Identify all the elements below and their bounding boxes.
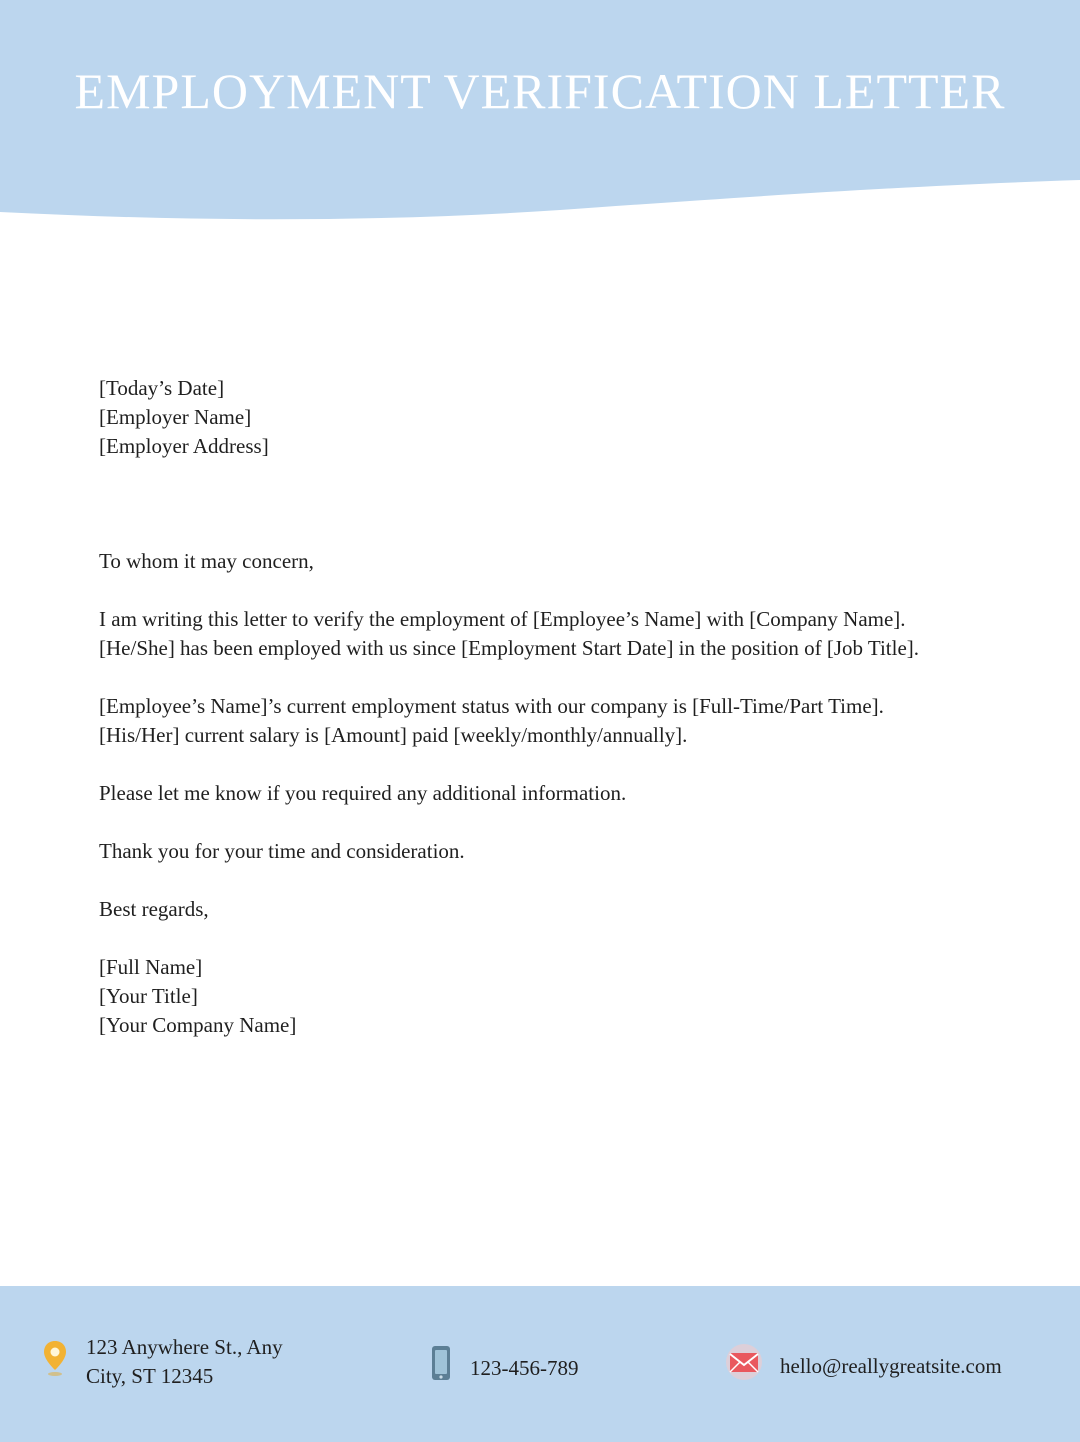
contact-email — [724, 1342, 1002, 1390]
address-line-1: 123 Anywhere St., Any — [86, 1335, 283, 1359]
contact-footer — [0, 1286, 1080, 1442]
letter-body — [99, 374, 999, 1040]
employer-address-field: [Employer Address] — [99, 434, 269, 458]
paragraph-thanks: Thank you for your time and consideration. — [99, 839, 465, 863]
paragraph-line: [He/She] has been employed with us since [Employment Start Date] in the position of [Job Title]. — [99, 636, 920, 660]
paragraph-status — [99, 692, 999, 750]
contact-address — [40, 1333, 283, 1391]
contact-phone — [428, 1344, 579, 1392]
paragraph-verification — [99, 605, 999, 663]
recipient-block — [99, 374, 999, 461]
paragraph-line: [His/Her] current salary is [Amount] paid [weekly/monthly/annually]. — [99, 723, 688, 747]
signer-full-name: [Full Name] — [99, 955, 203, 979]
envelope-icon — [724, 1342, 764, 1390]
date-field: [Today’s Date] — [99, 376, 225, 400]
closing: Best regards, — [99, 897, 209, 921]
employer-name-field: [Employer Name] — [99, 405, 252, 429]
letter-title: EMPLOYMENT VERIFICATION LETTER — [74, 63, 1006, 119]
signer-company: [Your Company Name] — [99, 1013, 297, 1037]
signer-title: [Your Title] — [99, 984, 198, 1008]
paragraph-line: I am writing this letter to verify the employment of [Employee’s Name] with [Company Name]. — [99, 607, 906, 631]
phone-icon — [428, 1344, 454, 1392]
address-text — [86, 1333, 283, 1391]
location-pin-icon — [40, 1338, 70, 1386]
address-line-2: City, ST 12345 — [86, 1364, 214, 1388]
letter-header — [0, 0, 1080, 230]
paragraph-line: [Employee’s Name]’s current employment status with our company is [Full-Time/Part Time]. — [99, 694, 884, 718]
paragraph-additional-info: Please let me know if you required any additional information. — [99, 781, 627, 805]
salutation: To whom it may concern, — [99, 549, 314, 573]
phone-number: 123-456-789 — [470, 1355, 579, 1380]
email-address[interactable]: hello@reallygreatsite.com — [780, 1353, 1002, 1378]
signature-block — [99, 953, 999, 1040]
